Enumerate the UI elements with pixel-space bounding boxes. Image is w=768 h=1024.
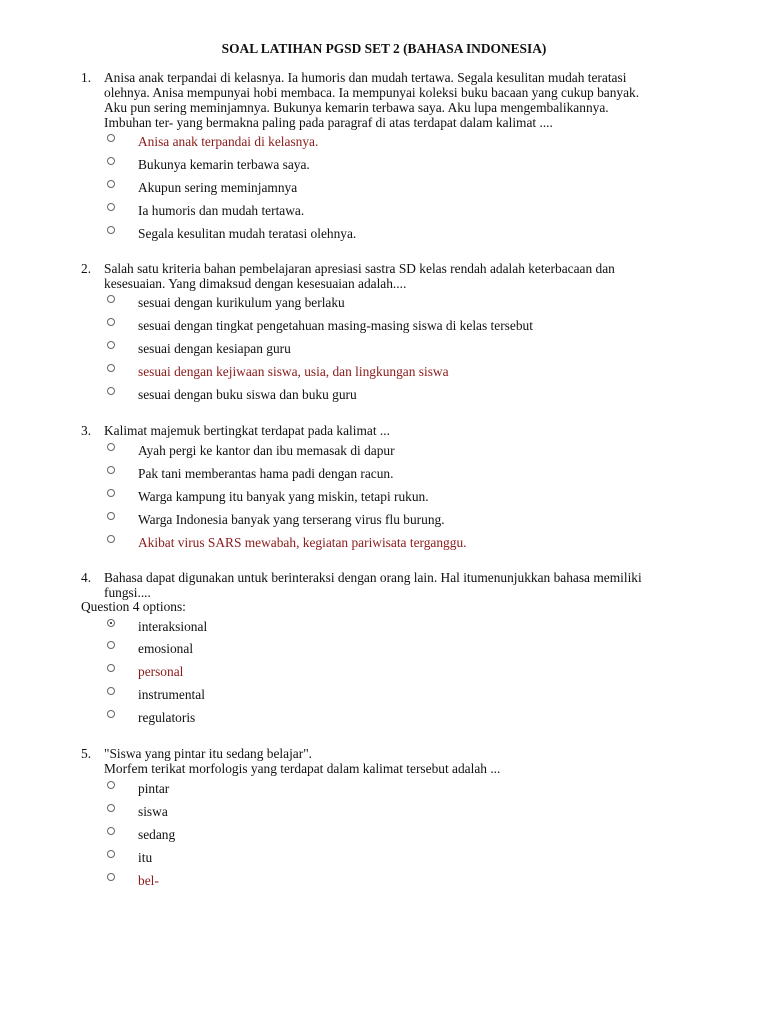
radio-button[interactable] <box>107 443 115 451</box>
option-label: instrumental <box>138 687 205 702</box>
radio-button[interactable] <box>107 364 115 372</box>
question-number: 3. <box>81 423 92 438</box>
radio-button[interactable] <box>107 226 115 234</box>
option[interactable] <box>107 804 707 826</box>
question-options-caption: Question 4 options: <box>81 599 186 614</box>
radio-button[interactable] <box>107 664 115 672</box>
option[interactable] <box>107 295 707 317</box>
question-2 <box>81 261 721 291</box>
option-label: Warga kampung itu banyak yang miskin, tetapi rukun. <box>138 489 429 504</box>
radio-button[interactable] <box>107 850 115 858</box>
option-label: Anisa anak terpandai di kelasnya. <box>138 134 319 149</box>
radio-button[interactable] <box>107 827 115 835</box>
radio-button[interactable] <box>107 341 115 349</box>
question-line: Kalimat majemuk bertingkat terdapat pada kalimat ... <box>104 423 390 438</box>
option-label: sesuai dengan kesiapan guru <box>138 341 291 356</box>
option[interactable] <box>107 318 707 340</box>
option-label: Segala kesulitan mudah teratasi olehnya. <box>138 226 357 241</box>
page-title: SOAL LATIHAN PGSD SET 2 (BAHASA INDONESIA) <box>221 41 547 56</box>
option[interactable] <box>107 466 707 488</box>
question-line: Morfem terikat morfologis yang terdapat dalam kalimat tersebut adalah ... <box>104 761 501 776</box>
question-text <box>104 423 721 438</box>
option-label: Ia humoris dan mudah tertawa. <box>138 203 305 218</box>
question-text <box>104 570 721 600</box>
radio-button[interactable] <box>107 466 115 474</box>
option[interactable] <box>107 134 707 156</box>
radio-button[interactable] <box>107 535 115 543</box>
option-label: interaksional <box>138 619 208 634</box>
radio-button[interactable] <box>107 295 115 303</box>
option[interactable] <box>107 710 707 732</box>
option[interactable] <box>107 512 707 534</box>
question-number: 1. <box>81 70 92 85</box>
option[interactable] <box>107 157 707 179</box>
option-label: Pak tani memberantas hama padi dengan racun. <box>138 466 394 481</box>
option-label: Warga Indonesia banyak yang terserang virus flu burung. <box>138 512 445 527</box>
option-label: emosional <box>138 641 194 656</box>
option[interactable] <box>107 387 707 409</box>
option[interactable] <box>107 873 707 895</box>
option[interactable] <box>107 203 707 225</box>
question-line: olehnya. Anisa mempunyai hobi membaca. Ia mempunyai koleksi buku bacaan yang cukup banyak. <box>104 85 640 100</box>
option-label: personal <box>138 664 184 679</box>
question-text <box>104 261 721 291</box>
option-label: sesuai dengan buku siswa dan buku guru <box>138 387 357 402</box>
option-label: sedang <box>138 827 176 842</box>
radio-button[interactable] <box>107 710 115 718</box>
option[interactable] <box>107 364 707 386</box>
question-line: Anisa anak terpandai di kelasnya. Ia humoris dan mudah tertawa. Segala kesulitan mudah teratasi <box>104 70 627 85</box>
radio-button[interactable] <box>107 512 115 520</box>
question-text <box>104 70 721 130</box>
question-number: 2. <box>81 261 92 276</box>
option-label: bel- <box>138 873 159 888</box>
question-text <box>104 746 721 776</box>
radio-button[interactable] <box>107 781 115 789</box>
option-label: sesuai dengan tingkat pengetahuan masing-masing siswa di kelas tersebut <box>138 318 533 333</box>
option[interactable] <box>107 341 707 363</box>
question-number: 4. <box>81 570 92 585</box>
option[interactable] <box>107 489 707 511</box>
question-1 <box>81 70 721 130</box>
option[interactable] <box>107 226 707 248</box>
radio-button[interactable] <box>107 804 115 812</box>
question-4 <box>81 570 721 614</box>
option[interactable] <box>107 641 707 663</box>
question-line: Salah satu kriteria bahan pembelajaran apresiasi sastra SD kelas rendah adalah keterbacaan dan <box>104 261 615 276</box>
question-5 <box>81 746 721 776</box>
option[interactable] <box>107 781 707 803</box>
option[interactable] <box>107 664 707 686</box>
option-label: regulatoris <box>138 710 196 725</box>
option[interactable] <box>107 827 707 849</box>
radio-button[interactable] <box>107 203 115 211</box>
option-label: Akibat virus SARS mewabah, kegiatan pariwisata terganggu. <box>138 535 467 550</box>
option-label: Akupun sering meminjamnya <box>138 180 298 195</box>
question-line: "Siswa yang pintar itu sedang belajar". <box>104 746 313 761</box>
option[interactable] <box>107 850 707 872</box>
radio-button[interactable] <box>107 687 115 695</box>
option-label: itu <box>138 850 153 865</box>
option-label: Bukunya kemarin terbawa saya. <box>138 157 310 172</box>
question-line: Bahasa dapat digunakan untuk berinteraksi dengan orang lain. Hal itumenunjukkan bahasa memiliki <box>104 570 642 585</box>
radio-button[interactable] <box>107 180 115 188</box>
radio-button[interactable] <box>107 489 115 497</box>
option[interactable] <box>107 687 707 709</box>
radio-button[interactable] <box>107 641 115 649</box>
question-3 <box>81 423 721 438</box>
option[interactable] <box>107 535 707 557</box>
option[interactable] <box>107 443 707 465</box>
question-line: fungsi.... <box>104 585 151 600</box>
option-label: siswa <box>138 804 168 819</box>
radio-button[interactable] <box>107 134 115 142</box>
radio-button[interactable] <box>107 619 115 627</box>
option-label: sesuai dengan kurikulum yang berlaku <box>138 295 345 310</box>
option[interactable] <box>107 180 707 202</box>
question-line: Aku pun sering meminjamnya. Bukunya kemarin terbawa saya. Aku lupa mengembalikannya. <box>104 100 609 115</box>
option-label: pintar <box>138 781 170 796</box>
option-label: Ayah pergi ke kantor dan ibu memasak di dapur <box>138 443 395 458</box>
radio-button[interactable] <box>107 873 115 881</box>
radio-button[interactable] <box>107 157 115 165</box>
option[interactable] <box>107 619 707 641</box>
question-line: Imbuhan ter- yang bermakna paling pada paragraf di atas terdapat dalam kalimat .... <box>104 115 553 130</box>
radio-button[interactable] <box>107 318 115 326</box>
radio-button[interactable] <box>107 387 115 395</box>
question-number: 5. <box>81 746 92 761</box>
option-label: sesuai dengan kejiwaan siswa, usia, dan lingkungan siswa <box>138 364 449 379</box>
question-line: kesesuaian. Yang dimaksud dengan kesesuaian adalah.... <box>104 276 407 291</box>
